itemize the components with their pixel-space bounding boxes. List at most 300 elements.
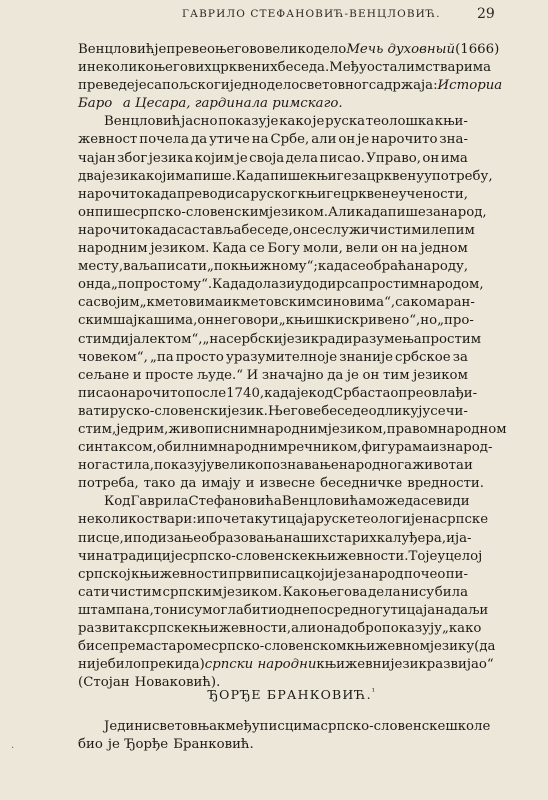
word: је — [107, 737, 120, 753]
word: којима — [145, 168, 194, 184]
word: осталим — [366, 60, 426, 76]
word: Венцловић — [78, 42, 155, 57]
word: комаран- — [410, 295, 475, 311]
word: се — [350, 259, 366, 275]
word: обраћа — [365, 259, 415, 275]
word: се — [430, 403, 446, 419]
word: али — [311, 132, 337, 148]
word: „про- — [437, 313, 474, 329]
word: на — [400, 241, 418, 257]
word: ја- — [454, 530, 472, 546]
word: месту, — [78, 259, 124, 275]
word: Историа — [437, 78, 503, 94]
word: Бранковић. — [173, 737, 254, 753]
word: могла — [202, 602, 244, 618]
word: чајан — [78, 150, 116, 166]
word: да — [191, 132, 208, 148]
word: црквених — [211, 60, 278, 76]
text-line — [78, 204, 487, 222]
word: када — [264, 385, 297, 401]
section-heading — [208, 687, 376, 702]
word: „по — [206, 259, 231, 275]
text-line — [78, 41, 500, 59]
word: код — [308, 385, 334, 401]
word: кметовским — [231, 295, 317, 311]
word: велико — [264, 42, 314, 57]
word: стила, — [109, 458, 155, 474]
word: синовима“, — [316, 295, 396, 311]
word: када — [144, 186, 177, 202]
word: уразумителноје — [226, 349, 338, 365]
word: је — [357, 132, 370, 148]
word: преводи — [176, 186, 235, 202]
word: и — [223, 295, 232, 311]
word: једном — [420, 241, 468, 257]
word: не — [214, 313, 231, 329]
word: српски народни — [204, 657, 317, 673]
word: за — [452, 349, 468, 365]
text-line — [78, 222, 475, 240]
word: руска — [325, 114, 366, 130]
word: народним — [258, 421, 328, 437]
word: књижевности. — [307, 548, 409, 564]
word: његових — [153, 60, 212, 76]
word: и — [123, 530, 133, 546]
word: знаније — [339, 349, 393, 365]
word: додир — [303, 277, 345, 293]
word: нарочито — [78, 222, 145, 238]
word: жевност — [78, 132, 138, 148]
word: са — [234, 186, 251, 202]
word: руске — [315, 512, 356, 528]
text-line — [78, 294, 475, 312]
word: два — [78, 168, 102, 184]
word: и — [132, 367, 142, 383]
word: ским — [78, 313, 113, 329]
word: Како — [282, 584, 318, 600]
word: Када — [235, 168, 271, 184]
word: српско-словенским — [132, 204, 270, 220]
word: на — [435, 602, 452, 618]
word: онда — [78, 277, 111, 293]
word: Његове — [268, 403, 322, 419]
word: калуђера, — [376, 530, 447, 546]
word: вредности. — [407, 476, 485, 492]
text-line — [78, 349, 468, 367]
word: на — [422, 512, 440, 528]
word: због — [117, 150, 148, 166]
word: пише — [94, 204, 133, 220]
word: пољског — [162, 78, 221, 94]
word: беседничке — [320, 476, 403, 492]
text-line — [78, 186, 468, 204]
word: нога — [78, 458, 110, 474]
word: обилним — [156, 440, 219, 456]
word: језиком, — [327, 421, 387, 437]
word: његова — [317, 584, 368, 600]
word: простим — [360, 277, 420, 293]
word: српским — [162, 584, 223, 600]
word: она — [316, 621, 342, 636]
word: садржаја: — [368, 78, 438, 94]
word: Ђорђе — [124, 737, 169, 753]
word: и — [220, 78, 230, 94]
word: почела — [139, 132, 190, 148]
word: српској — [78, 566, 131, 582]
word: прекида) — [141, 657, 205, 673]
word: чистим — [110, 584, 162, 600]
text-line — [78, 240, 468, 258]
word: види — [436, 494, 470, 510]
word: развијао“ — [426, 657, 494, 673]
text-line — [78, 59, 492, 77]
word: народним — [218, 440, 288, 456]
word: једрим, — [116, 421, 169, 437]
word: он — [362, 367, 380, 383]
word: дела — [285, 150, 319, 166]
text-line — [78, 276, 484, 294]
word: ради — [319, 331, 353, 347]
word: имају — [201, 476, 241, 492]
word: народним — [78, 241, 148, 257]
word: када — [317, 259, 351, 275]
word: народом, — [419, 277, 484, 293]
word: писао. — [319, 150, 365, 166]
word: чистим — [369, 222, 422, 238]
section-body-text — [78, 718, 491, 754]
word: једно — [229, 78, 267, 94]
word: познавање — [263, 458, 339, 474]
word: он — [78, 204, 95, 220]
word: језик — [390, 657, 427, 673]
word: простому“. — [134, 277, 213, 293]
word: српско-словенске — [182, 548, 308, 564]
word: световњак — [151, 719, 226, 734]
word: вели — [345, 241, 379, 257]
word: из — [430, 440, 447, 456]
word: је — [235, 150, 248, 166]
word: било — [107, 657, 142, 673]
word: И — [246, 367, 259, 383]
word: он — [338, 132, 356, 148]
word: Стефановића — [188, 494, 282, 510]
word: тим — [382, 367, 410, 383]
word: народ — [361, 566, 404, 582]
word: народнога — [338, 458, 413, 474]
word: се — [309, 222, 326, 238]
word: пише. — [193, 168, 236, 184]
word: показују — [154, 458, 215, 474]
word: и — [463, 458, 473, 474]
word: развитак — [78, 621, 142, 636]
word: али — [291, 621, 317, 636]
word: добро — [341, 621, 382, 636]
body-text — [78, 41, 507, 692]
word: „кметовима — [139, 295, 224, 311]
word: наших — [283, 530, 330, 546]
word: и — [446, 530, 455, 546]
word: (Стојан — [78, 675, 130, 691]
text-line — [78, 530, 472, 548]
word: „како — [441, 621, 482, 636]
word: језиком — [413, 367, 468, 383]
running-head: ГАВРИЛО СТЕФАНОВИЋ-ВЕНЦЛОВИЋ. — [182, 8, 441, 20]
word: била — [434, 584, 468, 600]
word: писати — [157, 259, 207, 275]
word: (да — [474, 639, 496, 655]
word: Једини — [104, 719, 152, 734]
word: да — [327, 367, 344, 383]
text-line — [78, 95, 468, 113]
word: нису — [401, 584, 435, 600]
word: којим — [194, 150, 235, 166]
word: када — [355, 204, 388, 220]
word: за — [351, 168, 367, 184]
word: који — [304, 566, 334, 582]
word: долази — [246, 277, 296, 293]
word: за — [346, 566, 362, 582]
text-line — [78, 656, 494, 674]
word: показују — [381, 621, 442, 636]
word: (1666) — [455, 42, 500, 57]
text-line — [78, 421, 507, 439]
word: дијалектом“, — [112, 331, 203, 347]
text-line — [78, 475, 485, 493]
word: разумења — [352, 331, 422, 347]
text-line — [78, 403, 468, 421]
word: преовлађи- — [398, 385, 478, 401]
word: 1740, — [226, 385, 265, 401]
word: утицаја — [262, 512, 316, 528]
word: књиге — [308, 168, 352, 184]
word: народном — [437, 421, 507, 437]
word: „по — [110, 277, 135, 293]
word: народ- — [446, 440, 493, 456]
text-line — [78, 736, 468, 754]
word: дело — [266, 78, 300, 94]
word: људе.“ — [196, 367, 244, 383]
word: са — [146, 78, 163, 94]
word: народ, — [440, 204, 487, 220]
word: и — [196, 512, 206, 528]
word: штампана, — [78, 602, 154, 618]
text-line — [78, 168, 493, 186]
word: књижевности, — [190, 621, 292, 636]
word: он — [197, 313, 215, 329]
word: је — [425, 548, 438, 564]
word: Када — [212, 241, 247, 257]
word: да — [404, 494, 421, 510]
word: саставља — [176, 222, 242, 238]
text-line — [78, 566, 468, 584]
text-line — [78, 511, 489, 529]
word: беседе — [321, 403, 369, 419]
word: он — [292, 222, 310, 238]
word: да — [180, 476, 197, 492]
word: има — [440, 150, 468, 166]
margin-mark: · — [11, 743, 15, 754]
text-line — [78, 718, 491, 736]
text-line — [78, 439, 493, 457]
text-line — [78, 638, 496, 656]
word: може — [366, 494, 405, 510]
word: простим — [421, 331, 482, 347]
word: био — [78, 737, 103, 753]
word: утицаја — [382, 602, 436, 618]
word: је — [312, 114, 325, 130]
word: човеком“, — [78, 349, 148, 365]
word: стим, — [78, 421, 117, 437]
word: српско-словенске — [320, 719, 446, 734]
page-number: 29 — [477, 6, 495, 22]
word: чина — [78, 548, 113, 564]
word: неколико — [86, 60, 154, 76]
word: пише — [270, 168, 309, 184]
word: српске — [439, 512, 489, 528]
word: Међу — [329, 60, 367, 76]
word: српске — [141, 621, 191, 636]
word: писце, — [78, 530, 124, 546]
word: значајно — [261, 367, 324, 383]
word: даљи — [452, 602, 489, 618]
word: Баро а Цесара, гардинала римскаго. — [78, 96, 343, 112]
word: се — [420, 494, 437, 510]
word: књижевности — [131, 566, 228, 582]
word: староме — [153, 639, 212, 655]
text-line — [78, 312, 474, 330]
word: језика — [101, 168, 146, 184]
word: бити — [243, 602, 277, 618]
word: учености, — [398, 186, 468, 202]
text-line — [78, 602, 489, 620]
word: лепим — [430, 222, 475, 238]
text-line — [78, 77, 503, 95]
word: речником, — [287, 440, 362, 456]
word: књижному“; — [230, 259, 318, 275]
word: српско-словенском — [211, 639, 347, 655]
word: дела — [368, 584, 401, 600]
word: живота — [412, 458, 464, 474]
word: Код — [104, 494, 131, 510]
word: дело — [313, 42, 347, 57]
word: непосредног — [293, 602, 383, 618]
word: неколико — [78, 512, 145, 528]
word: са — [395, 295, 411, 311]
word: Срба — [333, 385, 368, 401]
word: према — [110, 639, 154, 655]
word: Србе, — [270, 132, 310, 148]
word: како — [279, 114, 312, 130]
word: језику — [429, 639, 475, 655]
word: правом — [386, 421, 438, 437]
word: но — [420, 313, 438, 329]
word: подизање — [132, 530, 202, 546]
footnote-mark: ¹ — [371, 687, 377, 696]
word: руског — [250, 186, 298, 202]
word: на — [251, 132, 269, 148]
text-line — [78, 620, 482, 638]
word: показује — [218, 114, 279, 130]
word: сељане — [78, 367, 130, 383]
word: вати — [78, 403, 110, 419]
text-line — [78, 113, 468, 131]
word: ствари: — [144, 512, 197, 528]
word: зна- — [439, 132, 468, 148]
word: од — [276, 602, 294, 618]
word: моли, — [302, 241, 343, 257]
word: просто — [175, 349, 224, 365]
word: употребу, — [424, 168, 493, 184]
word: је — [296, 385, 309, 401]
word: јасно — [181, 114, 218, 130]
word: превео — [166, 42, 216, 57]
word: језика — [148, 150, 194, 166]
word: језик — [282, 331, 320, 347]
word: се — [249, 241, 265, 257]
word: језиком. — [269, 204, 329, 220]
word: ваља — [123, 259, 158, 275]
section-heading-text: ЂОРЂЕ БРАНКОВИЋ. — [208, 687, 372, 703]
word: његово — [215, 42, 265, 57]
word: скривено“, — [343, 313, 421, 329]
word: нарочито — [119, 385, 186, 401]
word: Венцловић — [104, 114, 181, 130]
word: То — [408, 548, 426, 564]
text-line — [78, 584, 468, 602]
word: нарочито — [371, 132, 438, 148]
text-line — [78, 150, 468, 168]
word: писцима — [259, 719, 321, 734]
word: књижевном — [346, 639, 430, 655]
word: у — [437, 548, 446, 564]
text-line — [78, 385, 478, 403]
word: међу — [225, 719, 260, 734]
word: теолошка — [365, 114, 435, 130]
word: теологије — [355, 512, 423, 528]
word: чи- — [445, 403, 468, 419]
word: фигурама — [361, 440, 431, 456]
word: своја — [249, 150, 285, 166]
word: он — [381, 241, 399, 257]
word: традиције — [112, 548, 183, 564]
word: „на — [202, 331, 227, 347]
word: би — [78, 639, 95, 655]
word: нарочито — [78, 186, 145, 202]
text-line — [78, 331, 482, 349]
word: преведе — [78, 78, 135, 94]
word: са — [344, 277, 361, 293]
word: живописним — [168, 421, 259, 437]
word: школе — [445, 719, 491, 734]
text-line — [78, 131, 468, 149]
word: је — [154, 42, 167, 57]
word: Венцловића — [281, 494, 367, 510]
word: и — [245, 476, 255, 492]
word: тако — [143, 476, 176, 492]
word: шајкашима, — [112, 313, 198, 329]
word: Управо, — [366, 150, 421, 166]
text-line — [78, 548, 483, 566]
word: утиче — [209, 132, 250, 148]
word: је — [334, 566, 347, 582]
word: се — [94, 639, 111, 655]
word: он — [422, 150, 440, 166]
word: то — [153, 602, 170, 618]
word: за — [425, 204, 441, 220]
word: стим — [78, 331, 113, 347]
word: после — [185, 385, 227, 401]
word: црквену — [366, 168, 425, 184]
